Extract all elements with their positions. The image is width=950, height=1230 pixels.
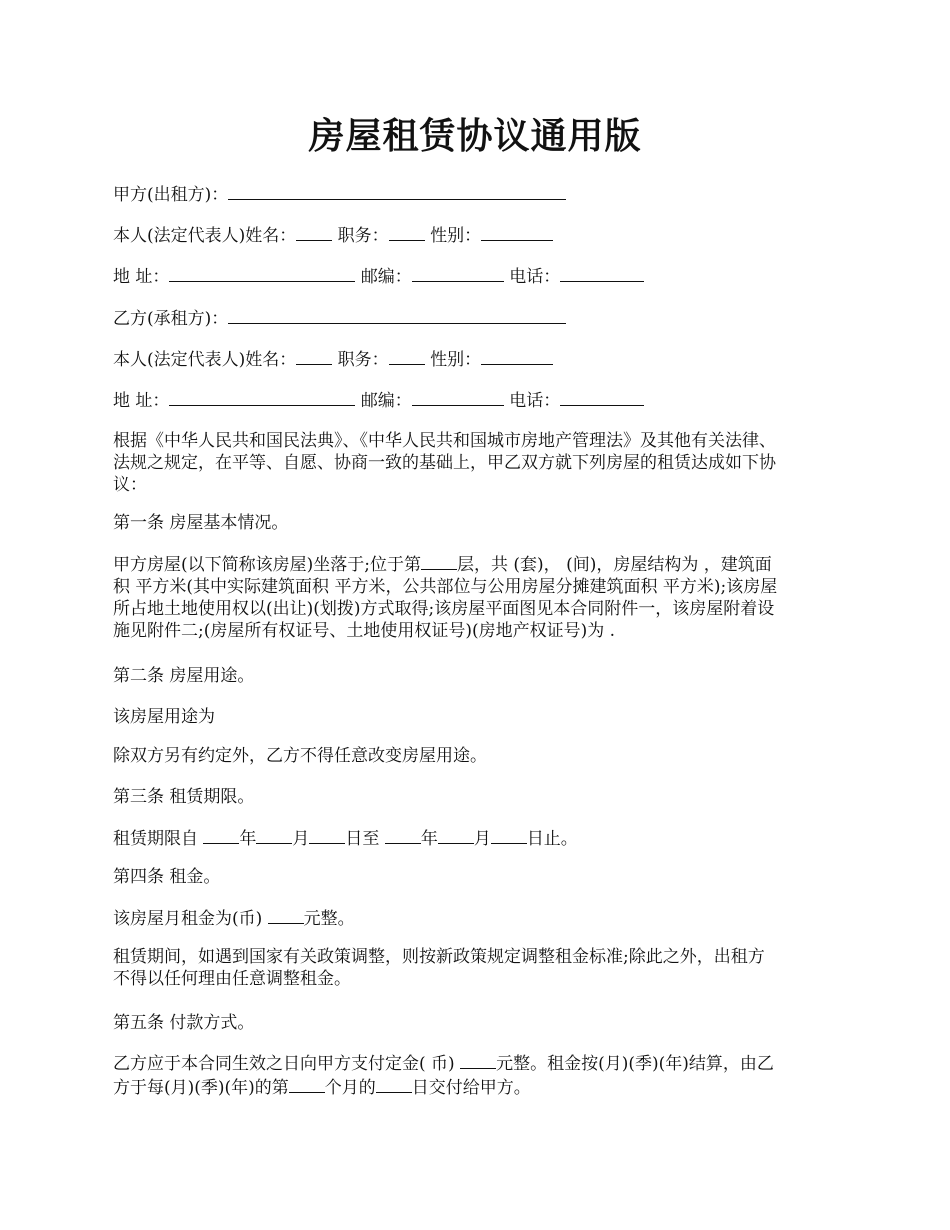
rent-adjust-paragraph [113, 946, 848, 990]
party-a-rep-gender-blank[interactable] [481, 223, 553, 241]
deposit-suffix: 元整。租金按(月)(季)(年)结算，由乙 [496, 1054, 774, 1074]
payment-paragraph [113, 1051, 848, 1099]
deposit-prefix: 乙方应于本合同生效之日向甲方支付定金( 币) [113, 1054, 461, 1074]
preamble-line: 法规之规定，在平等、自愿、协商一致的基础上，甲乙双方就下列房屋的租赁达成如下协 [113, 453, 776, 473]
payment-day-label: 日交付给甲方。 [411, 1078, 531, 1098]
party-b-address-line [113, 388, 644, 412]
rent-suffix: 元整。 [303, 909, 355, 929]
article1-paragraph [113, 552, 848, 642]
party-a-rep-name-blank[interactable] [296, 223, 332, 241]
party-a-address-label: 地 址： [113, 267, 170, 287]
party-a-rep-position-label: 职务： [337, 226, 389, 246]
party-b-name-blank[interactable] [228, 306, 566, 324]
article5-heading: 第五条 付款方式。 [113, 1013, 255, 1033]
deposit-amount-blank[interactable] [460, 1051, 496, 1069]
start-day-blank[interactable] [309, 826, 345, 844]
year-label: 年 [239, 829, 257, 849]
article1-line1-text-b: 层，共 (套)， (间)，房屋结构为 ，建筑面 [457, 555, 772, 575]
party-b-line [113, 306, 566, 330]
article1-line: 施见附件二;(房屋所有权证号、土地使用权证号)(房地产权证号)为 . [113, 621, 616, 641]
party-b-rep-gender-blank[interactable] [481, 347, 553, 365]
payment-line [113, 1075, 848, 1099]
party-b-postcode-blank[interactable] [412, 388, 504, 406]
article2-restriction-line: 除双方另有约定外，乙方不得任意改变房屋用途。 [113, 746, 487, 766]
party-a-phone-blank[interactable] [560, 264, 644, 282]
day-to-label: 日至 [345, 829, 385, 849]
party-a-postcode-blank[interactable] [412, 264, 504, 282]
party-b-rep-name-label: 本人(法定代表人)姓名： [113, 350, 297, 370]
floor-blank[interactable] [421, 552, 457, 570]
article1-line: 所占地土地使用权以(出让)(划拨)方式取得;该房屋平面图见本合同附件一，该房屋附着设 [113, 599, 775, 619]
document-title: 房屋租赁协议通用版 [308, 115, 642, 157]
party-b-phone-blank[interactable] [560, 388, 644, 406]
party-a-label: 甲方(出租方)： [113, 185, 229, 205]
party-b-rep-position-blank[interactable] [389, 347, 425, 365]
party-a-name-blank[interactable] [228, 182, 566, 200]
party-a-phone-label: 电话： [509, 267, 561, 287]
start-year-blank[interactable] [203, 826, 239, 844]
payment-month-label: 个月的 [324, 1078, 376, 1098]
month-label: 月 [473, 829, 491, 849]
party-b-address-blank[interactable] [169, 388, 355, 406]
party-a-rep-position-blank[interactable] [389, 223, 425, 241]
payment-month-blank[interactable] [289, 1075, 325, 1093]
rent-prefix: 该房屋月租金为(币) [113, 909, 268, 929]
rent-amount-blank[interactable] [268, 906, 304, 924]
party-b-rep-gender-label: 性别： [430, 350, 482, 370]
article1-line: 积 平方米(其中实际建筑面积 平方米，公共部位与公用房屋分摊建筑面积 平方米);该房屋 [113, 577, 778, 597]
end-month-blank[interactable] [438, 826, 474, 844]
preamble-line: 根据《中华人民共和国民法典》、《中华人民共和国城市房地产管理法》及其他有关法律、 [113, 431, 776, 451]
preamble-paragraph [113, 430, 848, 496]
rent-adjust-line: 租赁期间，如遇到国家有关政策调整，则按新政策规定调整租金标准;除此之外，出租方 [113, 947, 765, 967]
article1-line1-text: 甲方房屋(以下简称该房屋)坐落于;位于第 [113, 555, 421, 575]
party-b-postcode-label: 邮编： [360, 391, 412, 411]
party-a-address-blank[interactable] [169, 264, 355, 282]
party-a-line [113, 182, 566, 206]
party-a-address-line [113, 264, 644, 288]
article1-line [113, 552, 848, 576]
lease-term-prefix: 租赁期限自 [113, 829, 204, 849]
article1-heading: 第一条 房屋基本情况。 [113, 513, 289, 533]
rent-adjust-line: 不得以任何理由任意调整租金。 [113, 969, 351, 989]
party-b-rep-position-label: 职务： [337, 350, 389, 370]
article2-heading: 第二条 房屋用途。 [113, 666, 255, 686]
payment-line [113, 1051, 848, 1075]
preamble-line: 议： [113, 475, 147, 495]
article4-heading: 第四条 租金。 [113, 867, 221, 887]
article2-usage-line: 该房屋用途为 [113, 707, 215, 727]
party-b-label: 乙方(承租方)： [113, 309, 229, 329]
party-b-rep-line [113, 347, 553, 371]
party-a-postcode-label: 邮编： [360, 267, 412, 287]
article3-heading: 第三条 租赁期限。 [113, 787, 255, 807]
party-b-address-label: 地 址： [113, 391, 170, 411]
end-day-blank[interactable] [491, 826, 527, 844]
party-a-rep-gender-label: 性别： [430, 226, 482, 246]
payment-day-blank[interactable] [376, 1075, 412, 1093]
start-month-blank[interactable] [256, 826, 292, 844]
month-label: 月 [292, 829, 310, 849]
party-b-rep-name-blank[interactable] [296, 347, 332, 365]
party-a-rep-line [113, 223, 553, 247]
end-year-blank[interactable] [385, 826, 421, 844]
lease-term-line [113, 826, 578, 850]
year-label: 年 [420, 829, 438, 849]
day-end-label: 日止。 [526, 829, 578, 849]
party-a-rep-name-label: 本人(法定代表人)姓名： [113, 226, 297, 246]
rent-line [113, 906, 355, 930]
party-b-phone-label: 电话： [509, 391, 561, 411]
payment-period-prefix: 方于每(月)(季)(年)的第 [113, 1078, 289, 1098]
